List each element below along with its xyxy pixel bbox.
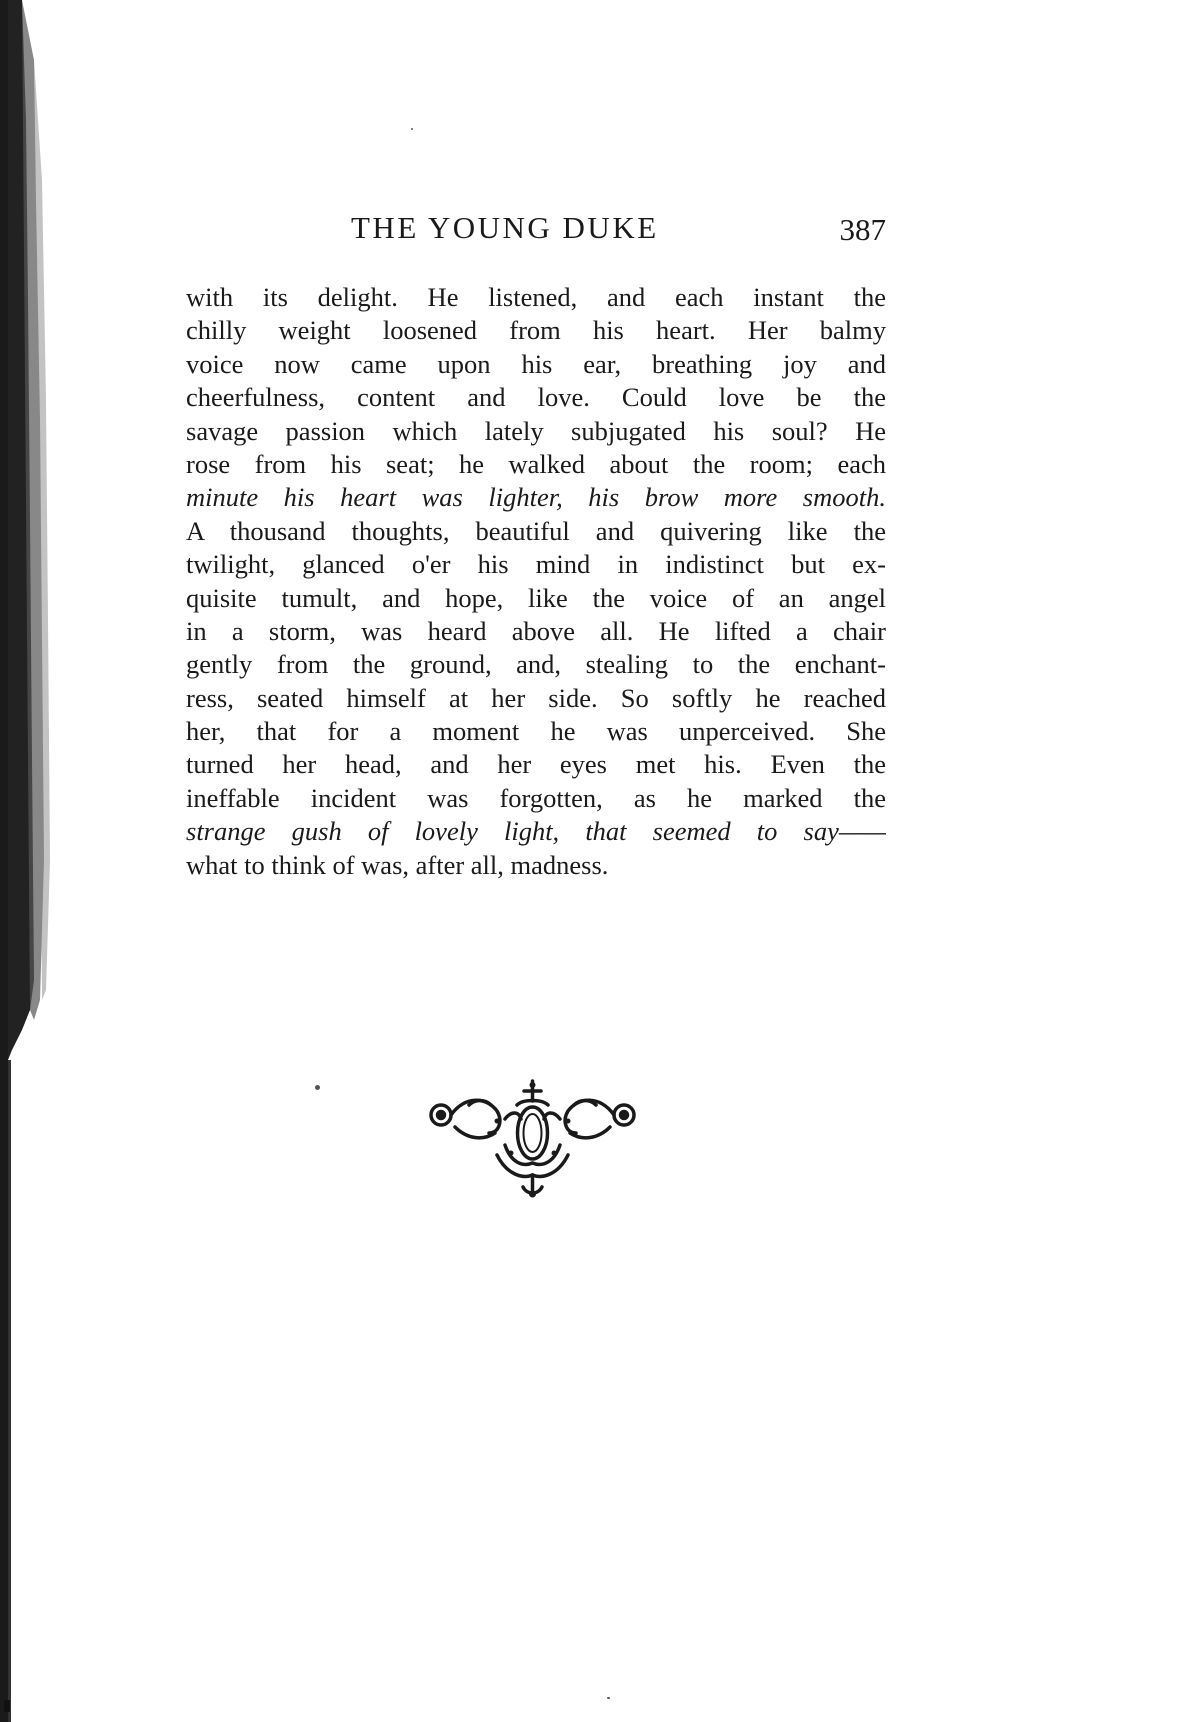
text-line: turned her head, and her eyes met his. Even the — [186, 749, 886, 780]
text-line-italic: minute his heart was lighter, his brow more smooth. — [186, 482, 886, 513]
text-line: voice now came upon his ear, breathing joy and — [186, 348, 886, 379]
text-line: chilly weight loosened from his heart. Her balmy — [186, 315, 886, 346]
text-line: gently from the ground, and, stealing to the enchant- — [186, 649, 886, 680]
text-line: cheerfulness, content and love. Could love be the — [186, 382, 886, 413]
page-number: 387 — [839, 212, 886, 247]
text-line: with its delight. He listened, and each instant the — [186, 282, 886, 312]
page-binding-edge — [0, 0, 60, 1722]
text-line-italic: strange gush of lovely light, that seemed to say—— — [186, 816, 886, 847]
text-line: savage passion which lately subjugated his soul? He — [186, 415, 886, 446]
text-line: quisite tumult, and hope, like the voice of an angel — [186, 582, 886, 613]
running-title: THE YOUNG DUKE — [351, 210, 659, 245]
text-line-last: what to think of was, after all, madness. — [186, 849, 609, 880]
body-text — [186, 281, 886, 882]
text-line: twilight, glanced o'er his mind in indistinct but ex- — [186, 549, 886, 580]
text-line: rose from his seat; he walked about the room; each — [186, 448, 886, 479]
floral-tailpiece-icon — [425, 1075, 640, 1200]
text-line: her, that for a moment he was unperceived. She — [186, 716, 886, 747]
text-line: A thousand thoughts, beautiful and quivering like the — [186, 515, 886, 546]
running-head — [186, 210, 886, 254]
paper-speck — [411, 128, 413, 130]
text-line: ress, seated himself at her side. So softly he reached — [186, 682, 886, 713]
text-line: ineffable incident was forgotten, as he marked the — [186, 782, 886, 813]
text-line: in a storm, was heard above all. He lifted a chair — [186, 615, 886, 646]
paper-speck — [315, 1085, 320, 1090]
paper-speck — [607, 1697, 610, 1699]
